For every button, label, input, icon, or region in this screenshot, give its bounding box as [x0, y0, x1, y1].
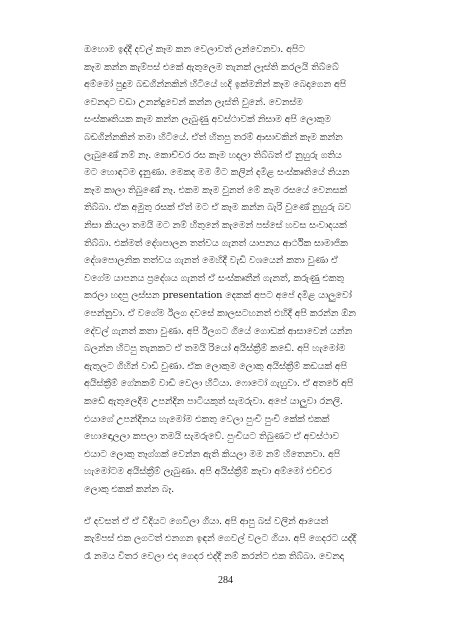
text-line: ඔහොම ඉද්දී දවල් කෑම කන වෙලාවත් ලන්වෙනවා. අපිට: [84, 44, 305, 55]
text-line: කරලා හදපු ලස්සන presentation දෙකක් අපට අපේ දමිළ යාලුවෝ: [84, 290, 352, 302]
text-line: මට හොඳටම දැනුණා. මෙකද මම මීට කලින් දමිළ සංස්කෘතියේ තියන: [84, 167, 350, 179]
text-line: වගේම යාපනය ප්‍රදේශය ගැනත් ඒ සංස්කෘතීන් ගැනත්, කරුණු එකතු: [84, 272, 345, 284]
text-line: පෙන්නුවා. ඒ වගේම ඊලග දවසේ කාලසටහනත් එහිදී අපි කරන්න ඕන: [84, 308, 356, 319]
text-line: කෑම කාලා තිබුණේ නෑ. එකම කෑම වුනත් මේ කෑම රසයේ වෙනසක්: [84, 184, 348, 196]
text-line: හොඳොලලා කපලා තමයි සැමරුවේ. පුංචියට තිබුණට ඒ අවස්ථාව: [84, 431, 340, 443]
text-line: දේශපොලනික තත්වය ගැනත් මෙහිදී වැඩි වශයෙන් කතා වුණා ඒ: [84, 255, 339, 267]
text-line: තිබ්බා. එක්මත් දේශපාලන තත්වය ගැනත් යාපනය ආර්ථික සාමාජික: [84, 237, 348, 249]
text-line: ලැබුණේ නම් නෑ. කොච්චර රස කෑම හදලා තිබ්බත් ඒ නුහුරු ගතිය: [84, 149, 342, 161]
text-line: අයිස්ක්‍රීම් ගේනකම් වාඩි වෙලා හිටියා. ෆොටෝ ගැහුවා. ඒ අතරේ අපි: [84, 378, 354, 390]
text-line: එයාගේ උපන්දිනය හැමෝම එකතු වෙලා පුංචි පුංචි කේක් එකක්: [84, 413, 330, 425]
text-line: දේවල් ගැනත් කතා වුණා. අපි ඊලගට ගියේ ගොඩක් ආසාවෙන් යන්න: [84, 325, 353, 337]
text-line: ලොකු එකක් කන්න බෑ.: [84, 484, 175, 495]
text-line: හැමෝටම අයිස්ක්‍රීම් ලැබුණා. අපි අයිස්ක්‍රීම් කෑවා අම්මෝ එච්චර: [84, 466, 332, 478]
page-number: 284: [218, 575, 233, 587]
text-line: නිසා කියලා තමයි මට නම් හිතුනේ කැමෙන් පස්සේ හවස සංවාදයක්: [84, 220, 347, 231]
text-line: තිබ්බා. ඒක අමුතු රසක් ඒත් මට ඒ කෑම කන්න බැරි වුණේ නුහුරු බව: [84, 202, 352, 214]
text-line: ඒ දවසත් ඒ ඒ විදියට ගෙවිලා ගියා. අපි ආපු බස් වලින් ආයෙත්: [84, 515, 329, 527]
text-line: ඇතුලට ගිහින් වාඩි වුණා. ඒක ලොකුම ලොකු අයිස්ක්‍රීම් කඩයක් අපි: [84, 360, 348, 372]
text-line: රෑ නමය විතර වෙලා එදා ගෙදර එද්දී නම් කරන්ට එක තිබ්බා. වෙනදා: [84, 550, 344, 562]
text-line: බලන්න හිටපු තැනකට ඒ තමයි රියෝ අයිස්ක්‍රීම් කඩේ. අපි හැමෝම: [84, 343, 346, 355]
text-line: වෙනදාට වඩා උනන්දුවෙන් කන්න ලැස්ති වුනේ. වෙනස්ම: [84, 96, 303, 108]
text-line: කැම්පස් එක ලගටත් එනගන ඉඳන් ගෙවල් වලට ගියා. අපි ගෙදරට යද්දී: [84, 533, 357, 545]
text-line: අම්මෝ පුදුම බඩගින්නකින් හිටියේ හදි ඉක්මනින් කෑම බෙදාගෙන අපි: [84, 79, 347, 91]
text-line: බඩගින්නකින් තමා හිටියේ. ඒත් හිතපු තරම් ආසාවකින් කෑම කන්න: [84, 132, 343, 143]
text-line: කඩේ ඇතුලෙදීම උපන්දින පාටියකුත් සැමරුවා. අපේ යාලුවා රනලි.: [84, 396, 343, 407]
text-line: කෑම කන්න කැම්පස් එකේ ඇතුලෙම තැනක් ලෑස්ති කරලයි තිබ්බේ: [84, 61, 339, 73]
text-line: සංස්කෘතියක කෑම කන්න ලැබුණු අවස්ථාවක් නිසාම අපි ලොකුම: [84, 114, 332, 126]
text-line: එයාට ලොකු තෑග්ගක් වෙන්න ඇති කියලා මම නම් හිතෙනවා. අපි: [84, 448, 341, 460]
